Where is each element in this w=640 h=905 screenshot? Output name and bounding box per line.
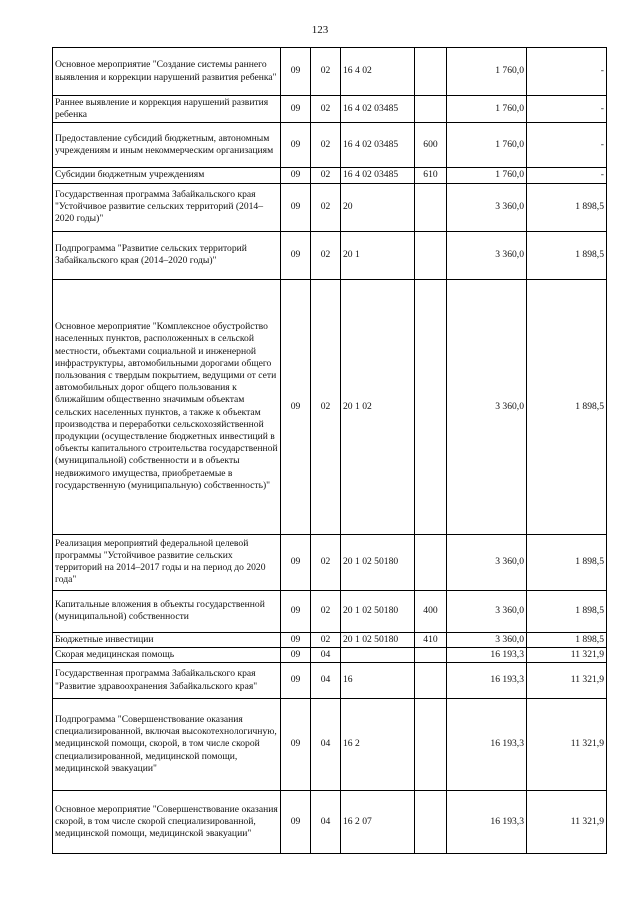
row-target-code: 20 1 02 50180	[341, 632, 415, 647]
row-subsection: 02	[311, 590, 341, 632]
row-name: Скорая медицинская помощь	[53, 647, 281, 662]
row-target-code: 16 2	[341, 699, 415, 791]
row-amount-1: 3 360,0	[447, 632, 527, 647]
row-subsection: 04	[311, 663, 341, 699]
row-amount-2: -	[527, 48, 607, 96]
row-amount-2: -	[527, 168, 607, 183]
row-amount-1: 3 360,0	[447, 590, 527, 632]
table-row	[53, 231, 607, 279]
row-chapter: 09	[281, 183, 311, 231]
row-amount-2: 1 898,5	[527, 231, 607, 279]
row-expense-type: 410	[415, 632, 447, 647]
row-name: Подпрограмма "Развитие сельских территорий Забайкальского края (2014–2020 годы)"	[53, 231, 281, 279]
row-amount-1: 16 193,3	[447, 663, 527, 699]
row-amount-2: -	[527, 123, 607, 168]
row-chapter: 09	[281, 699, 311, 791]
row-target-code: 16 4 02 03485	[341, 96, 415, 123]
row-target-code: 16 4 02 03485	[341, 123, 415, 168]
row-subsection: 02	[311, 48, 341, 96]
row-expense-type	[415, 231, 447, 279]
table-row	[53, 663, 607, 699]
row-amount-1: 1 760,0	[447, 96, 527, 123]
row-name: Основное мероприятие "Создание системы раннего выявления и коррекции нарушений развития ребенка"	[53, 48, 281, 96]
row-target-code: 20 1	[341, 231, 415, 279]
row-subsection: 02	[311, 534, 341, 590]
row-name: Предоставление субсидий бюджетным, автономным учреждениям и иным некоммерческим организациям	[53, 123, 281, 168]
row-amount-2: 11 321,9	[527, 791, 607, 854]
table-row	[53, 791, 607, 854]
row-target-code: 20 1 02	[341, 279, 415, 534]
row-expense-type: 600	[415, 123, 447, 168]
row-name: Подпрограмма "Совершенствование оказания специализированной, включая высокотехнологичную, медицинской помощи, скорой, в том числе скорой специализированной, медицинской помощи, медицинской эвакуации"	[53, 699, 281, 791]
table-row	[53, 123, 607, 168]
row-amount-1: 16 193,3	[447, 699, 527, 791]
row-chapter: 09	[281, 48, 311, 96]
row-chapter: 09	[281, 791, 311, 854]
row-expense-type: 400	[415, 590, 447, 632]
row-subsection: 02	[311, 123, 341, 168]
row-name: Государственная программа Забайкальского края "Развитие здравоохранения Забайкальского края"	[53, 663, 281, 699]
row-chapter: 09	[281, 647, 311, 662]
row-expense-type	[415, 699, 447, 791]
row-target-code: 16 4 02	[341, 48, 415, 96]
row-chapter: 09	[281, 231, 311, 279]
row-expense-type	[415, 48, 447, 96]
table-row	[53, 96, 607, 123]
row-amount-2: 1 898,5	[527, 632, 607, 647]
row-name: Реализация мероприятий федеральной целевой программы "Устойчивое развитие сельских территорий на 2014–2017 годы и на период до 2020 года"	[53, 534, 281, 590]
row-name: Раннее выявление и коррекция нарушений развития ребенка	[53, 96, 281, 123]
row-amount-2: 1 898,5	[527, 534, 607, 590]
row-amount-2: 1 898,5	[527, 279, 607, 534]
row-amount-1: 1 760,0	[447, 168, 527, 183]
row-amount-1: 3 360,0	[447, 534, 527, 590]
row-target-code: 16	[341, 663, 415, 699]
row-amount-2: 1 898,5	[527, 590, 607, 632]
table-row	[53, 590, 607, 632]
row-expense-type	[415, 534, 447, 590]
row-chapter: 09	[281, 663, 311, 699]
row-amount-1: 3 360,0	[447, 231, 527, 279]
row-amount-2: 11 321,9	[527, 647, 607, 662]
row-target-code	[341, 647, 415, 662]
row-amount-2: 11 321,9	[527, 663, 607, 699]
row-subsection: 04	[311, 647, 341, 662]
table-row	[53, 632, 607, 647]
row-target-code: 16 2 07	[341, 791, 415, 854]
row-subsection: 02	[311, 279, 341, 534]
row-target-code: 20 1 02 50180	[341, 534, 415, 590]
row-target-code: 20 1 02 50180	[341, 590, 415, 632]
row-name: Основное мероприятие "Совершенствование оказания скорой, в том числе скорой специализированной, медицинской помощи, медицинской эвакуации"	[53, 791, 281, 854]
row-amount-1: 1 760,0	[447, 48, 527, 96]
row-chapter: 09	[281, 534, 311, 590]
row-expense-type	[415, 183, 447, 231]
row-amount-1: 3 360,0	[447, 279, 527, 534]
row-name: Бюджетные инвестиции	[53, 632, 281, 647]
row-amount-1: 1 760,0	[447, 123, 527, 168]
row-subsection: 02	[311, 96, 341, 123]
row-chapter: 09	[281, 123, 311, 168]
row-expense-type	[415, 647, 447, 662]
row-subsection: 02	[311, 231, 341, 279]
row-chapter: 09	[281, 590, 311, 632]
row-expense-type	[415, 96, 447, 123]
row-amount-1: 16 193,3	[447, 791, 527, 854]
table-row	[53, 699, 607, 791]
row-expense-type: 610	[415, 168, 447, 183]
table-row	[53, 279, 607, 534]
row-chapter: 09	[281, 279, 311, 534]
row-name: Капитальные вложения в объекты государственной (муниципальной) собственности	[53, 590, 281, 632]
table-row	[53, 183, 607, 231]
row-subsection: 04	[311, 699, 341, 791]
row-expense-type	[415, 663, 447, 699]
row-target-code: 16 4 02 03485	[341, 168, 415, 183]
row-expense-type	[415, 791, 447, 854]
row-subsection: 02	[311, 168, 341, 183]
row-chapter: 09	[281, 96, 311, 123]
row-name: Государственная программа Забайкальского края "Устойчивое развитие сельских территорий (2014–2020 годы)"	[53, 183, 281, 231]
table-row	[53, 647, 607, 662]
row-subsection: 04	[311, 791, 341, 854]
row-target-code: 20	[341, 183, 415, 231]
row-subsection: 02	[311, 183, 341, 231]
row-name: Субсидии бюджетным учреждениям	[53, 168, 281, 183]
row-amount-2: 1 898,5	[527, 183, 607, 231]
row-name: Основное мероприятие "Комплексное обустройство населенных пунктов, расположенных в сельской местности, объектами социальной и инженерной инфраструктуры, автомобильными дорогами общего пользования с твердым покрытием, ведущими от сети автомобильных дорог общего пользования к ближайшим общественно значимым объектам сельских населенных пунктов, а также к объектам производства и переработки сельскохозяйственной продукции (осуществление бюджетных инвестиций в объекты капитального строительства государственной (муниципальной) собственности и в объекты недвижимого имущества, приобретаемые в государственную (муниципальную) собственность)"	[53, 279, 281, 534]
row-chapter: 09	[281, 632, 311, 647]
page-number: 123	[311, 24, 329, 36]
table-row	[53, 168, 607, 183]
table-row	[53, 534, 607, 590]
table-row	[53, 48, 607, 96]
row-expense-type	[415, 279, 447, 534]
row-subsection: 02	[311, 632, 341, 647]
row-amount-1: 3 360,0	[447, 183, 527, 231]
row-chapter: 09	[281, 168, 311, 183]
budget-table	[52, 47, 607, 854]
row-amount-1: 16 193,3	[447, 647, 527, 662]
row-amount-2: 11 321,9	[527, 699, 607, 791]
row-amount-2: -	[527, 96, 607, 123]
